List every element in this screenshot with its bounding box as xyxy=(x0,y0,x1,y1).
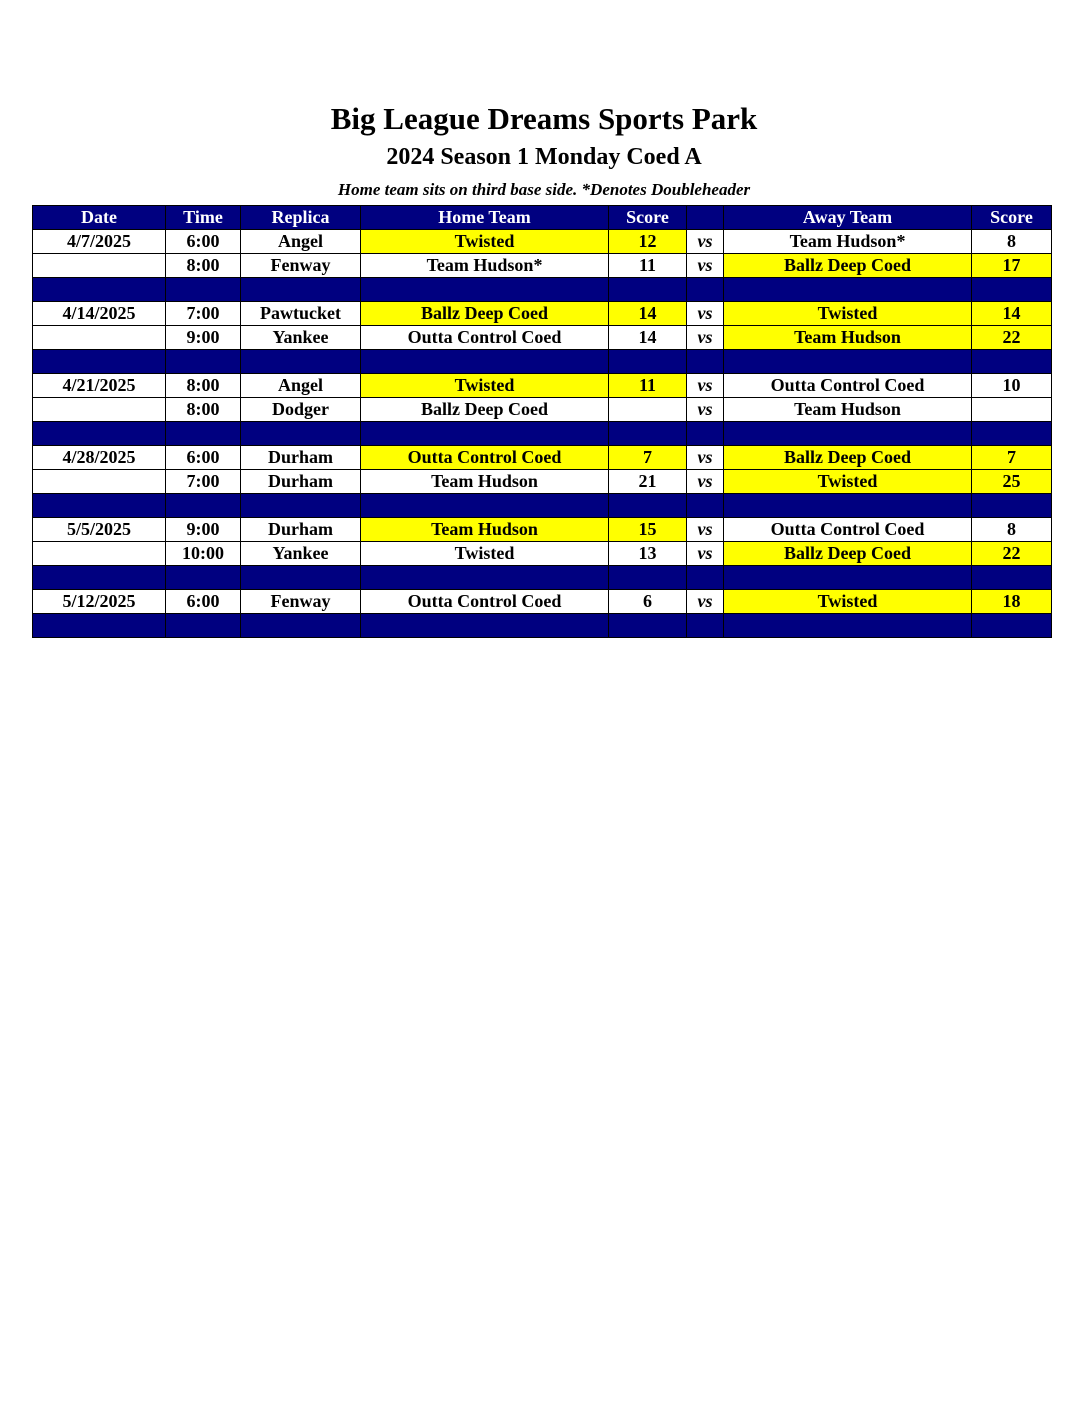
schedule-body xyxy=(33,230,1052,638)
home-score-cell: 7 xyxy=(609,446,687,470)
table-row xyxy=(33,302,1052,326)
table-row xyxy=(33,446,1052,470)
away-team-cell: Outta Control Coed xyxy=(724,374,972,398)
table-header-row xyxy=(33,206,1052,230)
separator-cell xyxy=(687,494,724,518)
home-score-cell: 11 xyxy=(609,254,687,278)
table-row xyxy=(33,470,1052,494)
separator-cell xyxy=(724,614,972,638)
separator-row xyxy=(33,566,1052,590)
replica-cell: Dodger xyxy=(241,398,361,422)
separator-cell xyxy=(687,278,724,302)
away-score-cell xyxy=(972,398,1052,422)
home-team-cell: Ballz Deep Coed xyxy=(361,302,609,326)
time-cell: 6:00 xyxy=(166,446,241,470)
separator-cell xyxy=(166,614,241,638)
home-team-cell: Team Hudson* xyxy=(361,254,609,278)
separator-cell xyxy=(241,566,361,590)
separator-cell xyxy=(33,422,166,446)
away-score-cell: 17 xyxy=(972,254,1052,278)
col-header-away-score: Score xyxy=(972,206,1052,230)
date-cell: 4/7/2025 xyxy=(33,230,166,254)
date-cell xyxy=(33,542,166,566)
separator-cell xyxy=(33,566,166,590)
vs-cell: vs xyxy=(687,446,724,470)
date-cell xyxy=(33,254,166,278)
home-team-cell: Team Hudson xyxy=(361,518,609,542)
away-team-cell: Team Hudson* xyxy=(724,230,972,254)
home-team-cell: Twisted xyxy=(361,542,609,566)
separator-cell xyxy=(241,350,361,374)
away-team-cell: Twisted xyxy=(724,590,972,614)
separator-row xyxy=(33,494,1052,518)
replica-cell: Angel xyxy=(241,230,361,254)
separator-cell xyxy=(609,614,687,638)
replica-cell: Fenway xyxy=(241,254,361,278)
date-cell: 5/12/2025 xyxy=(33,590,166,614)
vs-cell: vs xyxy=(687,326,724,350)
away-team-cell: Outta Control Coed xyxy=(724,518,972,542)
replica-cell: Yankee xyxy=(241,326,361,350)
replica-cell: Fenway xyxy=(241,590,361,614)
away-score-cell: 22 xyxy=(972,326,1052,350)
page-subtitle: 2024 Season 1 Monday Coed A xyxy=(386,144,702,170)
replica-cell: Pawtucket xyxy=(241,302,361,326)
separator-cell xyxy=(687,350,724,374)
separator-cell xyxy=(972,422,1052,446)
separator-cell xyxy=(361,278,609,302)
separator-row xyxy=(33,614,1052,638)
separator-cell xyxy=(609,278,687,302)
separator-cell xyxy=(33,350,166,374)
home-team-cell: Team Hudson xyxy=(361,470,609,494)
separator-cell xyxy=(609,350,687,374)
home-team-cell: Outta Control Coed xyxy=(361,326,609,350)
replica-cell: Durham xyxy=(241,446,361,470)
away-score-cell: 18 xyxy=(972,590,1052,614)
separator-cell xyxy=(241,278,361,302)
separator-cell xyxy=(724,494,972,518)
separator-cell xyxy=(972,278,1052,302)
separator-cell xyxy=(724,566,972,590)
replica-cell: Yankee xyxy=(241,542,361,566)
separator-cell xyxy=(361,614,609,638)
home-score-cell: 14 xyxy=(609,326,687,350)
time-cell: 8:00 xyxy=(166,374,241,398)
separator-cell xyxy=(361,566,609,590)
date-cell: 4/14/2025 xyxy=(33,302,166,326)
away-team-cell: Twisted xyxy=(724,302,972,326)
vs-cell: vs xyxy=(687,542,724,566)
away-team-cell: Ballz Deep Coed xyxy=(724,542,972,566)
away-team-cell: Twisted xyxy=(724,470,972,494)
home-team-cell: Ballz Deep Coed xyxy=(361,398,609,422)
col-header-away-team: Away Team xyxy=(724,206,972,230)
table-row xyxy=(33,398,1052,422)
separator-cell xyxy=(972,614,1052,638)
separator-cell xyxy=(361,494,609,518)
separator-row xyxy=(33,422,1052,446)
col-header-date: Date xyxy=(33,206,166,230)
vs-cell: vs xyxy=(687,470,724,494)
separator-cell xyxy=(361,350,609,374)
col-header-time: Time xyxy=(166,206,241,230)
separator-cell xyxy=(972,494,1052,518)
away-score-cell: 14 xyxy=(972,302,1052,326)
time-cell: 6:00 xyxy=(166,590,241,614)
table-row xyxy=(33,254,1052,278)
time-cell: 7:00 xyxy=(166,470,241,494)
separator-cell xyxy=(166,422,241,446)
date-cell: 4/21/2025 xyxy=(33,374,166,398)
away-team-cell: Ballz Deep Coed xyxy=(724,254,972,278)
replica-cell: Angel xyxy=(241,374,361,398)
date-cell xyxy=(33,470,166,494)
separator-cell xyxy=(972,350,1052,374)
vs-cell: vs xyxy=(687,398,724,422)
away-score-cell: 7 xyxy=(972,446,1052,470)
separator-cell xyxy=(687,614,724,638)
time-cell: 8:00 xyxy=(166,398,241,422)
home-score-cell xyxy=(609,398,687,422)
replica-cell: Durham xyxy=(241,518,361,542)
separator-cell xyxy=(33,494,166,518)
separator-cell xyxy=(724,422,972,446)
replica-cell: Durham xyxy=(241,470,361,494)
date-cell: 4/28/2025 xyxy=(33,446,166,470)
table-row xyxy=(33,230,1052,254)
table-row xyxy=(33,326,1052,350)
col-header-home-score: Score xyxy=(609,206,687,230)
col-header-home-team: Home Team xyxy=(361,206,609,230)
separator-cell xyxy=(687,566,724,590)
separator-cell xyxy=(724,278,972,302)
separator-cell xyxy=(166,566,241,590)
time-cell: 9:00 xyxy=(166,518,241,542)
home-score-cell: 6 xyxy=(609,590,687,614)
separator-cell xyxy=(241,422,361,446)
away-team-cell: Team Hudson xyxy=(724,398,972,422)
away-score-cell: 8 xyxy=(972,230,1052,254)
table-row xyxy=(33,590,1052,614)
away-score-cell: 10 xyxy=(972,374,1052,398)
home-score-cell: 14 xyxy=(609,302,687,326)
date-cell xyxy=(33,326,166,350)
vs-cell: vs xyxy=(687,254,724,278)
home-score-cell: 15 xyxy=(609,518,687,542)
table-row xyxy=(33,518,1052,542)
vs-cell: vs xyxy=(687,302,724,326)
schedule-table xyxy=(32,205,1052,638)
vs-cell: vs xyxy=(687,230,724,254)
col-header-vs xyxy=(687,206,724,230)
time-cell: 7:00 xyxy=(166,302,241,326)
time-cell: 8:00 xyxy=(166,254,241,278)
separator-cell xyxy=(609,566,687,590)
separator-cell xyxy=(687,422,724,446)
date-cell xyxy=(33,398,166,422)
home-score-cell: 21 xyxy=(609,470,687,494)
home-team-cell: Outta Control Coed xyxy=(361,446,609,470)
separator-cell xyxy=(33,278,166,302)
separator-cell xyxy=(609,494,687,518)
date-cell: 5/5/2025 xyxy=(33,518,166,542)
separator-cell xyxy=(361,422,609,446)
away-score-cell: 25 xyxy=(972,470,1052,494)
home-score-cell: 11 xyxy=(609,374,687,398)
separator-cell xyxy=(166,350,241,374)
vs-cell: vs xyxy=(687,374,724,398)
vs-cell: vs xyxy=(687,590,724,614)
separator-cell xyxy=(33,614,166,638)
away-team-cell: Team Hudson xyxy=(724,326,972,350)
page-title: Big League Dreams Sports Park xyxy=(330,101,758,136)
time-cell: 9:00 xyxy=(166,326,241,350)
away-score-cell: 8 xyxy=(972,518,1052,542)
separator-cell xyxy=(972,566,1052,590)
separator-row xyxy=(33,278,1052,302)
separator-cell xyxy=(166,278,241,302)
separator-cell xyxy=(724,350,972,374)
col-header-replica: Replica xyxy=(241,206,361,230)
table-row xyxy=(33,542,1052,566)
separator-cell xyxy=(241,614,361,638)
separator-cell xyxy=(609,422,687,446)
separator-row xyxy=(33,350,1052,374)
schedule-note: Home team sits on third base side. *Denotes Doubleheader xyxy=(337,180,751,199)
time-cell: 6:00 xyxy=(166,230,241,254)
home-score-cell: 13 xyxy=(609,542,687,566)
home-team-cell: Twisted xyxy=(361,374,609,398)
time-cell: 10:00 xyxy=(166,542,241,566)
separator-cell xyxy=(166,494,241,518)
away-score-cell: 22 xyxy=(972,542,1052,566)
separator-cell xyxy=(241,494,361,518)
home-team-cell: Outta Control Coed xyxy=(361,590,609,614)
home-score-cell: 12 xyxy=(609,230,687,254)
away-team-cell: Ballz Deep Coed xyxy=(724,446,972,470)
home-team-cell: Twisted xyxy=(361,230,609,254)
vs-cell: vs xyxy=(687,518,724,542)
table-row xyxy=(33,374,1052,398)
